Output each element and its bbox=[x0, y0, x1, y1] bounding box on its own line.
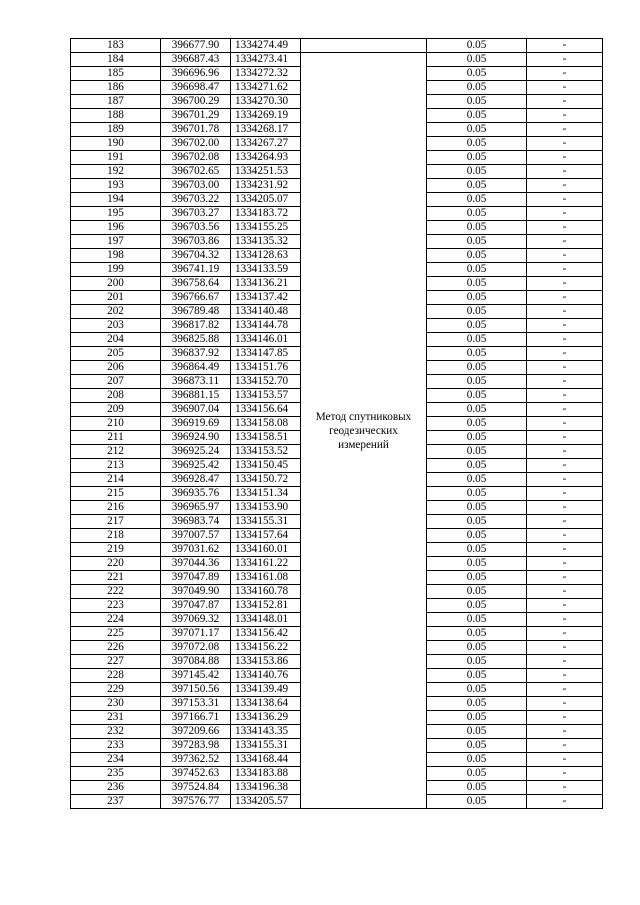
point-number-cell: 227 bbox=[71, 655, 161, 669]
description-cell: - bbox=[527, 193, 603, 207]
description-cell: - bbox=[527, 487, 603, 501]
y-coordinate-cell: 1334269.19 bbox=[231, 109, 301, 123]
point-number-cell: 198 bbox=[71, 249, 161, 263]
y-coordinate-cell: 1334153.86 bbox=[231, 655, 301, 669]
accuracy-cell: 0.05 bbox=[427, 753, 527, 767]
point-number-cell: 233 bbox=[71, 739, 161, 753]
point-number-cell: 194 bbox=[71, 193, 161, 207]
description-cell: - bbox=[527, 277, 603, 291]
description-cell: - bbox=[527, 347, 603, 361]
point-number-cell: 196 bbox=[71, 221, 161, 235]
accuracy-cell: 0.05 bbox=[427, 389, 527, 403]
x-coordinate-cell: 396924.90 bbox=[161, 431, 231, 445]
accuracy-cell: 0.05 bbox=[427, 403, 527, 417]
x-coordinate-cell: 396919.69 bbox=[161, 417, 231, 431]
point-number-cell: 193 bbox=[71, 179, 161, 193]
accuracy-cell: 0.05 bbox=[427, 445, 527, 459]
y-coordinate-cell: 1334146.01 bbox=[231, 333, 301, 347]
x-coordinate-cell: 397084.88 bbox=[161, 655, 231, 669]
x-coordinate-cell: 396825.88 bbox=[161, 333, 231, 347]
accuracy-cell: 0.05 bbox=[427, 207, 527, 221]
accuracy-cell: 0.05 bbox=[427, 333, 527, 347]
y-coordinate-cell: 1334137.42 bbox=[231, 291, 301, 305]
description-cell: - bbox=[527, 389, 603, 403]
x-coordinate-cell: 397153.31 bbox=[161, 697, 231, 711]
accuracy-cell: 0.05 bbox=[427, 683, 527, 697]
description-cell: - bbox=[527, 459, 603, 473]
point-number-cell: 231 bbox=[71, 711, 161, 725]
accuracy-cell: 0.05 bbox=[427, 459, 527, 473]
x-coordinate-cell: 397031.62 bbox=[161, 543, 231, 557]
point-number-cell: 207 bbox=[71, 375, 161, 389]
y-coordinate-cell: 1334150.45 bbox=[231, 459, 301, 473]
point-number-cell: 190 bbox=[71, 137, 161, 151]
point-number-cell: 199 bbox=[71, 263, 161, 277]
description-cell: - bbox=[527, 53, 603, 67]
x-coordinate-cell: 397047.87 bbox=[161, 599, 231, 613]
x-coordinate-cell: 396864.49 bbox=[161, 361, 231, 375]
description-cell: - bbox=[527, 473, 603, 487]
accuracy-cell: 0.05 bbox=[427, 781, 527, 795]
point-number-cell: 222 bbox=[71, 585, 161, 599]
y-coordinate-cell: 1334140.76 bbox=[231, 669, 301, 683]
x-coordinate-cell: 396703.00 bbox=[161, 179, 231, 193]
y-coordinate-cell: 1334157.64 bbox=[231, 529, 301, 543]
point-number-cell: 215 bbox=[71, 487, 161, 501]
accuracy-cell: 0.05 bbox=[427, 221, 527, 235]
point-number-cell: 229 bbox=[71, 683, 161, 697]
accuracy-cell: 0.05 bbox=[427, 249, 527, 263]
description-cell: - bbox=[527, 697, 603, 711]
accuracy-cell: 0.05 bbox=[427, 417, 527, 431]
point-number-cell: 212 bbox=[71, 445, 161, 459]
point-number-cell: 201 bbox=[71, 291, 161, 305]
method-cell-empty bbox=[301, 39, 427, 53]
point-number-cell: 192 bbox=[71, 165, 161, 179]
description-cell: - bbox=[527, 95, 603, 109]
point-number-cell: 216 bbox=[71, 501, 161, 515]
x-coordinate-cell: 396925.24 bbox=[161, 445, 231, 459]
accuracy-cell: 0.05 bbox=[427, 501, 527, 515]
accuracy-cell: 0.05 bbox=[427, 193, 527, 207]
x-coordinate-cell: 397576.77 bbox=[161, 795, 231, 809]
description-cell: - bbox=[527, 431, 603, 445]
y-coordinate-cell: 1334156.42 bbox=[231, 627, 301, 641]
x-coordinate-cell: 396704.32 bbox=[161, 249, 231, 263]
point-number-cell: 235 bbox=[71, 767, 161, 781]
accuracy-cell: 0.05 bbox=[427, 151, 527, 165]
accuracy-cell: 0.05 bbox=[427, 571, 527, 585]
description-cell: - bbox=[527, 291, 603, 305]
accuracy-cell: 0.05 bbox=[427, 95, 527, 109]
accuracy-cell: 0.05 bbox=[427, 137, 527, 151]
accuracy-cell: 0.05 bbox=[427, 613, 527, 627]
description-cell: - bbox=[527, 333, 603, 347]
point-number-cell: 206 bbox=[71, 361, 161, 375]
x-coordinate-cell: 396701.29 bbox=[161, 109, 231, 123]
x-coordinate-cell: 396965.97 bbox=[161, 501, 231, 515]
point-number-cell: 202 bbox=[71, 305, 161, 319]
y-coordinate-cell: 1334133.59 bbox=[231, 263, 301, 277]
description-cell: - bbox=[527, 39, 603, 53]
accuracy-cell: 0.05 bbox=[427, 277, 527, 291]
point-number-cell: 214 bbox=[71, 473, 161, 487]
description-cell: - bbox=[527, 249, 603, 263]
point-number-cell: 236 bbox=[71, 781, 161, 795]
point-number-cell: 225 bbox=[71, 627, 161, 641]
x-coordinate-cell: 396703.56 bbox=[161, 221, 231, 235]
x-coordinate-cell: 397524.84 bbox=[161, 781, 231, 795]
x-coordinate-cell: 397283.98 bbox=[161, 739, 231, 753]
y-coordinate-cell: 1334272.32 bbox=[231, 67, 301, 81]
x-coordinate-cell: 396698.47 bbox=[161, 81, 231, 95]
y-coordinate-cell: 1334205.07 bbox=[231, 193, 301, 207]
accuracy-cell: 0.05 bbox=[427, 165, 527, 179]
point-number-cell: 211 bbox=[71, 431, 161, 445]
x-coordinate-cell: 396837.92 bbox=[161, 347, 231, 361]
y-coordinate-cell: 1334155.31 bbox=[231, 739, 301, 753]
x-coordinate-cell: 396873.11 bbox=[161, 375, 231, 389]
x-coordinate-cell: 397209.66 bbox=[161, 725, 231, 739]
description-cell: - bbox=[527, 501, 603, 515]
accuracy-cell: 0.05 bbox=[427, 67, 527, 81]
x-coordinate-cell: 396758.64 bbox=[161, 277, 231, 291]
x-coordinate-cell: 397071.17 bbox=[161, 627, 231, 641]
y-coordinate-cell: 1334143.35 bbox=[231, 725, 301, 739]
y-coordinate-cell: 1334140.48 bbox=[231, 305, 301, 319]
y-coordinate-cell: 1334151.34 bbox=[231, 487, 301, 501]
y-coordinate-cell: 1334168.44 bbox=[231, 753, 301, 767]
description-cell: - bbox=[527, 81, 603, 95]
x-coordinate-cell: 396817.82 bbox=[161, 319, 231, 333]
point-number-cell: 187 bbox=[71, 95, 161, 109]
y-coordinate-cell: 1334158.08 bbox=[231, 417, 301, 431]
description-cell: - bbox=[527, 515, 603, 529]
accuracy-cell: 0.05 bbox=[427, 109, 527, 123]
point-number-cell: 188 bbox=[71, 109, 161, 123]
description-cell: - bbox=[527, 725, 603, 739]
table-row bbox=[71, 53, 603, 67]
description-cell: - bbox=[527, 599, 603, 613]
x-coordinate-cell: 397145.42 bbox=[161, 669, 231, 683]
y-coordinate-cell: 1334267.27 bbox=[231, 137, 301, 151]
description-cell: - bbox=[527, 109, 603, 123]
x-coordinate-cell: 397452.63 bbox=[161, 767, 231, 781]
point-number-cell: 209 bbox=[71, 403, 161, 417]
x-coordinate-cell: 397362.52 bbox=[161, 753, 231, 767]
point-number-cell: 237 bbox=[71, 795, 161, 809]
point-number-cell: 183 bbox=[71, 39, 161, 53]
y-coordinate-cell: 1334183.88 bbox=[231, 767, 301, 781]
accuracy-cell: 0.05 bbox=[427, 795, 527, 809]
x-coordinate-cell: 396703.27 bbox=[161, 207, 231, 221]
accuracy-cell: 0.05 bbox=[427, 529, 527, 543]
x-coordinate-cell: 396701.78 bbox=[161, 123, 231, 137]
y-coordinate-cell: 1334160.01 bbox=[231, 543, 301, 557]
y-coordinate-cell: 1334155.25 bbox=[231, 221, 301, 235]
accuracy-cell: 0.05 bbox=[427, 725, 527, 739]
y-coordinate-cell: 1334152.70 bbox=[231, 375, 301, 389]
y-coordinate-cell: 1334128.63 bbox=[231, 249, 301, 263]
x-coordinate-cell: 397150.56 bbox=[161, 683, 231, 697]
y-coordinate-cell: 1334139.49 bbox=[231, 683, 301, 697]
accuracy-cell: 0.05 bbox=[427, 487, 527, 501]
y-coordinate-cell: 1334138.64 bbox=[231, 697, 301, 711]
accuracy-cell: 0.05 bbox=[427, 711, 527, 725]
point-number-cell: 218 bbox=[71, 529, 161, 543]
x-coordinate-cell: 396766.67 bbox=[161, 291, 231, 305]
coordinates-table bbox=[70, 38, 603, 809]
x-coordinate-cell: 397069.32 bbox=[161, 613, 231, 627]
x-coordinate-cell: 396789.48 bbox=[161, 305, 231, 319]
description-cell: - bbox=[527, 221, 603, 235]
x-coordinate-cell: 396907.04 bbox=[161, 403, 231, 417]
x-coordinate-cell: 397049.90 bbox=[161, 585, 231, 599]
accuracy-cell: 0.05 bbox=[427, 81, 527, 95]
point-number-cell: 195 bbox=[71, 207, 161, 221]
y-coordinate-cell: 1334271.62 bbox=[231, 81, 301, 95]
description-cell: - bbox=[527, 571, 603, 585]
accuracy-cell: 0.05 bbox=[427, 347, 527, 361]
point-number-cell: 189 bbox=[71, 123, 161, 137]
description-cell: - bbox=[527, 165, 603, 179]
y-coordinate-cell: 1334183.72 bbox=[231, 207, 301, 221]
point-number-cell: 197 bbox=[71, 235, 161, 249]
y-coordinate-cell: 1334151.76 bbox=[231, 361, 301, 375]
accuracy-cell: 0.05 bbox=[427, 319, 527, 333]
y-coordinate-cell: 1334135.32 bbox=[231, 235, 301, 249]
description-cell: - bbox=[527, 795, 603, 809]
x-coordinate-cell: 396703.86 bbox=[161, 235, 231, 249]
description-cell: - bbox=[527, 375, 603, 389]
accuracy-cell: 0.05 bbox=[427, 235, 527, 249]
x-coordinate-cell: 397166.71 bbox=[161, 711, 231, 725]
y-coordinate-cell: 1334161.08 bbox=[231, 571, 301, 585]
point-number-cell: 203 bbox=[71, 319, 161, 333]
x-coordinate-cell: 396700.29 bbox=[161, 95, 231, 109]
y-coordinate-cell: 1334153.52 bbox=[231, 445, 301, 459]
description-cell: - bbox=[527, 767, 603, 781]
y-coordinate-cell: 1334144.78 bbox=[231, 319, 301, 333]
y-coordinate-cell: 1334161.22 bbox=[231, 557, 301, 571]
y-coordinate-cell: 1334136.21 bbox=[231, 277, 301, 291]
accuracy-cell: 0.05 bbox=[427, 515, 527, 529]
accuracy-cell: 0.05 bbox=[427, 263, 527, 277]
y-coordinate-cell: 1334156.22 bbox=[231, 641, 301, 655]
y-coordinate-cell: 1334251.53 bbox=[231, 165, 301, 179]
description-cell: - bbox=[527, 207, 603, 221]
description-cell: - bbox=[527, 641, 603, 655]
y-coordinate-cell: 1334273.41 bbox=[231, 53, 301, 67]
point-number-cell: 205 bbox=[71, 347, 161, 361]
point-number-cell: 191 bbox=[71, 151, 161, 165]
coordinates-table-body bbox=[71, 39, 603, 809]
description-cell: - bbox=[527, 67, 603, 81]
accuracy-cell: 0.05 bbox=[427, 585, 527, 599]
point-number-cell: 204 bbox=[71, 333, 161, 347]
accuracy-cell: 0.05 bbox=[427, 291, 527, 305]
x-coordinate-cell: 396928.47 bbox=[161, 473, 231, 487]
description-cell: - bbox=[527, 137, 603, 151]
point-number-cell: 217 bbox=[71, 515, 161, 529]
point-number-cell: 200 bbox=[71, 277, 161, 291]
accuracy-cell: 0.05 bbox=[427, 53, 527, 67]
point-number-cell: 184 bbox=[71, 53, 161, 67]
accuracy-cell: 0.05 bbox=[427, 599, 527, 613]
description-cell: - bbox=[527, 235, 603, 249]
description-cell: - bbox=[527, 403, 603, 417]
description-cell: - bbox=[527, 669, 603, 683]
y-coordinate-cell: 1334160.78 bbox=[231, 585, 301, 599]
description-cell: - bbox=[527, 361, 603, 375]
accuracy-cell: 0.05 bbox=[427, 669, 527, 683]
point-number-cell: 210 bbox=[71, 417, 161, 431]
y-coordinate-cell: 1334270.30 bbox=[231, 95, 301, 109]
y-coordinate-cell: 1334153.90 bbox=[231, 501, 301, 515]
accuracy-cell: 0.05 bbox=[427, 361, 527, 375]
description-cell: - bbox=[527, 655, 603, 669]
accuracy-cell: 0.05 bbox=[427, 627, 527, 641]
description-cell: - bbox=[527, 683, 603, 697]
y-coordinate-cell: 1334150.72 bbox=[231, 473, 301, 487]
description-cell: - bbox=[527, 543, 603, 557]
y-coordinate-cell: 1334152.81 bbox=[231, 599, 301, 613]
accuracy-cell: 0.05 bbox=[427, 375, 527, 389]
point-number-cell: 185 bbox=[71, 67, 161, 81]
accuracy-cell: 0.05 bbox=[427, 767, 527, 781]
description-cell: - bbox=[527, 529, 603, 543]
point-number-cell: 226 bbox=[71, 641, 161, 655]
y-coordinate-cell: 1334153.57 bbox=[231, 389, 301, 403]
accuracy-cell: 0.05 bbox=[427, 123, 527, 137]
point-number-cell: 223 bbox=[71, 599, 161, 613]
point-number-cell: 186 bbox=[71, 81, 161, 95]
x-coordinate-cell: 396935.76 bbox=[161, 487, 231, 501]
point-number-cell: 219 bbox=[71, 543, 161, 557]
x-coordinate-cell: 397044.36 bbox=[161, 557, 231, 571]
description-cell: - bbox=[527, 123, 603, 137]
description-cell: - bbox=[527, 585, 603, 599]
point-number-cell: 234 bbox=[71, 753, 161, 767]
point-number-cell: 230 bbox=[71, 697, 161, 711]
x-coordinate-cell: 396741.19 bbox=[161, 263, 231, 277]
description-cell: - bbox=[527, 445, 603, 459]
point-number-cell: 232 bbox=[71, 725, 161, 739]
description-cell: - bbox=[527, 557, 603, 571]
x-coordinate-cell: 396696.96 bbox=[161, 67, 231, 81]
point-number-cell: 224 bbox=[71, 613, 161, 627]
accuracy-cell: 0.05 bbox=[427, 431, 527, 445]
description-cell: - bbox=[527, 305, 603, 319]
y-coordinate-cell: 1334147.85 bbox=[231, 347, 301, 361]
accuracy-cell: 0.05 bbox=[427, 739, 527, 753]
table-row bbox=[71, 39, 603, 53]
x-coordinate-cell: 397047.89 bbox=[161, 571, 231, 585]
x-coordinate-cell: 396702.65 bbox=[161, 165, 231, 179]
y-coordinate-cell: 1334274.49 bbox=[231, 39, 301, 53]
accuracy-cell: 0.05 bbox=[427, 473, 527, 487]
description-cell: - bbox=[527, 417, 603, 431]
accuracy-cell: 0.05 bbox=[427, 697, 527, 711]
x-coordinate-cell: 396881.15 bbox=[161, 389, 231, 403]
point-number-cell: 228 bbox=[71, 669, 161, 683]
x-coordinate-cell: 397072.08 bbox=[161, 641, 231, 655]
x-coordinate-cell: 396925.42 bbox=[161, 459, 231, 473]
x-coordinate-cell: 396687.43 bbox=[161, 53, 231, 67]
description-cell: - bbox=[527, 627, 603, 641]
accuracy-cell: 0.05 bbox=[427, 543, 527, 557]
accuracy-cell: 0.05 bbox=[427, 655, 527, 669]
accuracy-cell: 0.05 bbox=[427, 39, 527, 53]
y-coordinate-cell: 1334205.57 bbox=[231, 795, 301, 809]
y-coordinate-cell: 1334268.17 bbox=[231, 123, 301, 137]
y-coordinate-cell: 1334156.64 bbox=[231, 403, 301, 417]
description-cell: - bbox=[527, 319, 603, 333]
measurement-method-cell: Метод спутниковых геодезических измерений bbox=[301, 53, 427, 809]
x-coordinate-cell: 396983.74 bbox=[161, 515, 231, 529]
description-cell: - bbox=[527, 753, 603, 767]
point-number-cell: 221 bbox=[71, 571, 161, 585]
y-coordinate-cell: 1334155.31 bbox=[231, 515, 301, 529]
description-cell: - bbox=[527, 781, 603, 795]
description-cell: - bbox=[527, 179, 603, 193]
y-coordinate-cell: 1334231.92 bbox=[231, 179, 301, 193]
y-coordinate-cell: 1334136.29 bbox=[231, 711, 301, 725]
accuracy-cell: 0.05 bbox=[427, 641, 527, 655]
point-number-cell: 220 bbox=[71, 557, 161, 571]
description-cell: - bbox=[527, 263, 603, 277]
description-cell: - bbox=[527, 613, 603, 627]
accuracy-cell: 0.05 bbox=[427, 179, 527, 193]
x-coordinate-cell: 396702.08 bbox=[161, 151, 231, 165]
y-coordinate-cell: 1334158.51 bbox=[231, 431, 301, 445]
point-number-cell: 208 bbox=[71, 389, 161, 403]
x-coordinate-cell: 396703.22 bbox=[161, 193, 231, 207]
description-cell: - bbox=[527, 711, 603, 725]
x-coordinate-cell: 396677.90 bbox=[161, 39, 231, 53]
point-number-cell: 213 bbox=[71, 459, 161, 473]
description-cell: - bbox=[527, 151, 603, 165]
y-coordinate-cell: 1334264.93 bbox=[231, 151, 301, 165]
description-cell: - bbox=[527, 739, 603, 753]
x-coordinate-cell: 397007.57 bbox=[161, 529, 231, 543]
y-coordinate-cell: 1334148.01 bbox=[231, 613, 301, 627]
y-coordinate-cell: 1334196.38 bbox=[231, 781, 301, 795]
x-coordinate-cell: 396702.00 bbox=[161, 137, 231, 151]
accuracy-cell: 0.05 bbox=[427, 557, 527, 571]
accuracy-cell: 0.05 bbox=[427, 305, 527, 319]
